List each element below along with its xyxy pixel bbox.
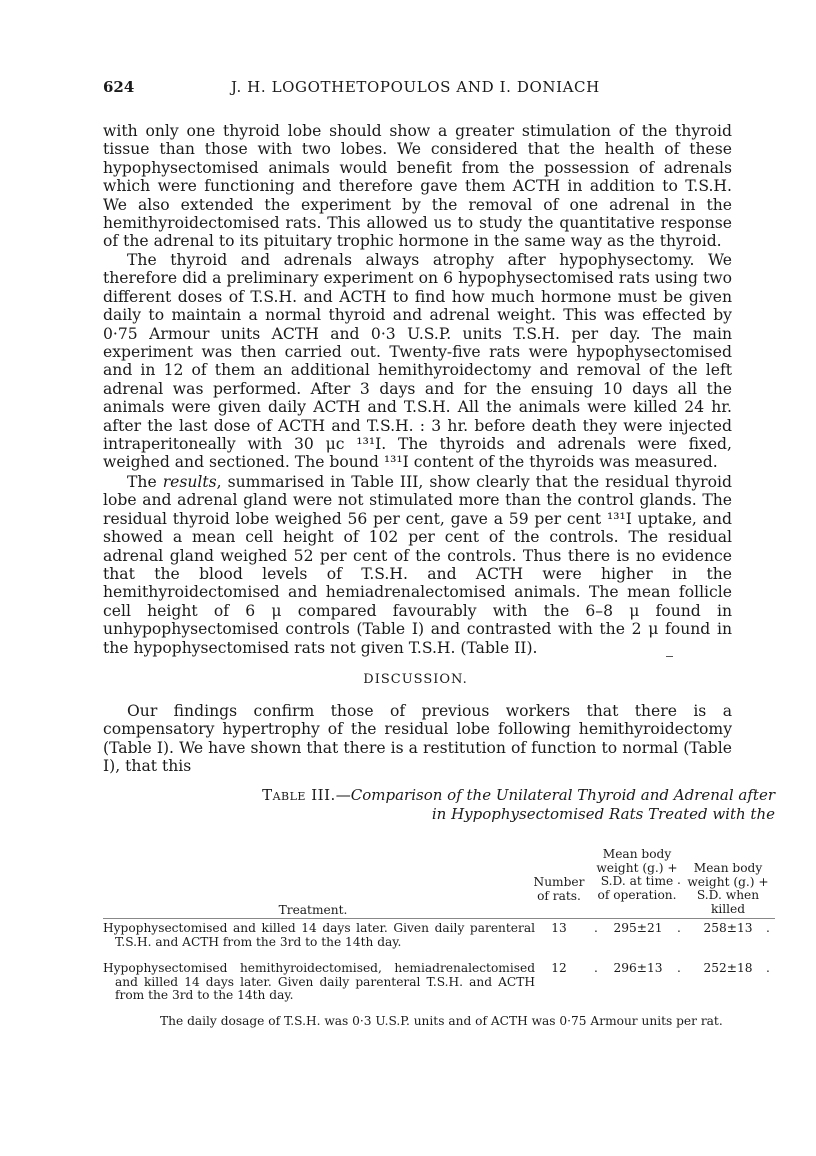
column-header-weight-when-killed: Mean body weight (g.) + S.D. when killed <box>687 861 769 916</box>
treatment-cell: Hypophysectomised and killed 14 days later. Given daily parenteral T.S.H. and ACTH from the 3rd to the 14th day. <box>103 921 535 949</box>
table-caption-line-1 <box>245 786 775 805</box>
paragraph-3-lead: The <box>127 473 163 491</box>
table-caption <box>245 786 775 824</box>
weight-operation-cell: 295±21 <box>613 921 663 935</box>
header-leader-dot: . <box>677 873 681 887</box>
paragraph-4-text: Our findings confirm those of previous workers that there is a compensatory hypertrophy of the residual lobe following hemithyroidectomy (Table I). We have shown that there is a restitution of function to normal (Table I), that this <box>103 702 732 776</box>
column-header-weight-at-operation: Mean body weight (g.) + S.D. at time of operation. <box>596 847 678 902</box>
section-heading-discussion: DISCUSSION. <box>363 672 468 687</box>
treatment-cell: Hypophysectomised hemithyroidectomised, hemiadrenalectomised and killed 14 days later. Given daily parenteral T.S.H. and ACTH from the 3rd to the 14th day. <box>103 961 535 1002</box>
paragraph-4 <box>103 702 732 776</box>
number-cell: 13 <box>551 921 567 935</box>
leader-dot: . <box>594 961 598 975</box>
column-header-number-of-rats: Number of rats. <box>533 875 585 903</box>
margin-dash <box>666 656 673 657</box>
table-label: Table III. <box>262 786 336 804</box>
results-emphasis: results <box>162 473 217 491</box>
paragraph-2 <box>103 251 732 472</box>
leader-dot: . <box>677 921 681 935</box>
page-number: 624 <box>103 78 135 96</box>
weight-killed-cell: 252±18 <box>703 961 753 975</box>
leader-dot: . <box>594 921 598 935</box>
paragraph-1 <box>103 122 732 251</box>
column-header-treatment: Treatment. <box>278 903 348 917</box>
leader-dot: . <box>766 921 770 935</box>
table-caption-line-2: in Hypophysectomised Rats Treated with the <box>431 805 775 823</box>
table-caption-title-1: —Comparison of the Unilateral Thyroid and Adrenal after <box>335 786 775 804</box>
weight-operation-cell: 296±13 <box>613 961 663 975</box>
paragraph-1-text: with only one thyroid lobe should show a greater stimulation of the thyroid tissue than those with two lobes. We considered that the health of these hypophysectomised animals would benefit from the possession of adrenals which were functioning and therefore gave them ACTH in addition to T.S.H. We also extended the experiment by the removal of one adrenal in the hemithyroidectomised rats. This allowed us to study the quantitative response of the adrenal to its pituitary trophic hormone in the same way as the thyroid. <box>103 122 732 251</box>
table-rule <box>103 918 775 919</box>
weight-killed-cell: 258±13 <box>703 921 753 935</box>
number-cell: 12 <box>551 961 567 975</box>
running-header <box>103 78 728 100</box>
paragraph-3-body: , summarised in Table III, show clearly that the residual thyroid lobe and adrenal gland were not stimulated more than the control glands. The residual thyroid lobe weighed 56 per cent, gave a 59 per cent ¹³¹I uptake, and showed a mean cell height of 102 per cent of the controls. The residual adrenal gland weighed 52 per cent of the controls. Thus there is no evidence that the blood levels of T.S.H. and ACTH were higher in the hemithyroidectomised and hemiadrenalectomised animals. The mean follicle cell height of 6 μ compared favourably with the 6–8 μ found in unhypophysectomised controls (Table I) and contrasted with the 2 μ found in the hypophysectomised rats not given T.S.H. (Table II). <box>103 473 732 657</box>
results-table <box>103 848 775 1038</box>
table-footnote: The daily dosage of T.S.H. was 0·3 U.S.P. units and of ACTH was 0·75 Armour units per rat. <box>160 1014 723 1028</box>
paragraph-2-text: The thyroid and adrenals always atrophy after hypophysectomy. We therefore did a preliminary experiment on 6 hypophysectomised rats using two different doses of T.S.H. and ACTH to find how much hormone must be given daily to maintain a normal thyroid and adrenal weight. This was effected by 0·75 Armour units ACTH and 0·3 U.S.P. units T.S.H. per day. The main experiment was then carried out. Twenty-five rats were hypophysectomised and in 12 of them an additional hemithyroidectomy and removal of the left adrenal was performed. After 3 days and for the ensuing 10 days all the animals were given daily ACTH and T.S.H. All the animals were killed 24 hr. after the last dose of ACTH and T.S.H. : 3 hr. before death they were injected intraperitoneally with 30 μc ¹³¹I. The thyroids and adrenals were fixed, weighed and sectioned. The bound ¹³¹I content of the thyroids was measured. <box>103 251 732 472</box>
leader-dot: . <box>677 961 681 975</box>
leader-dot: . <box>766 961 770 975</box>
paragraph-3-text <box>103 473 732 657</box>
running-title: J. H. LOGOTHETOPOULOS AND I. DONIACH <box>231 78 600 96</box>
paragraph-3 <box>103 473 732 657</box>
